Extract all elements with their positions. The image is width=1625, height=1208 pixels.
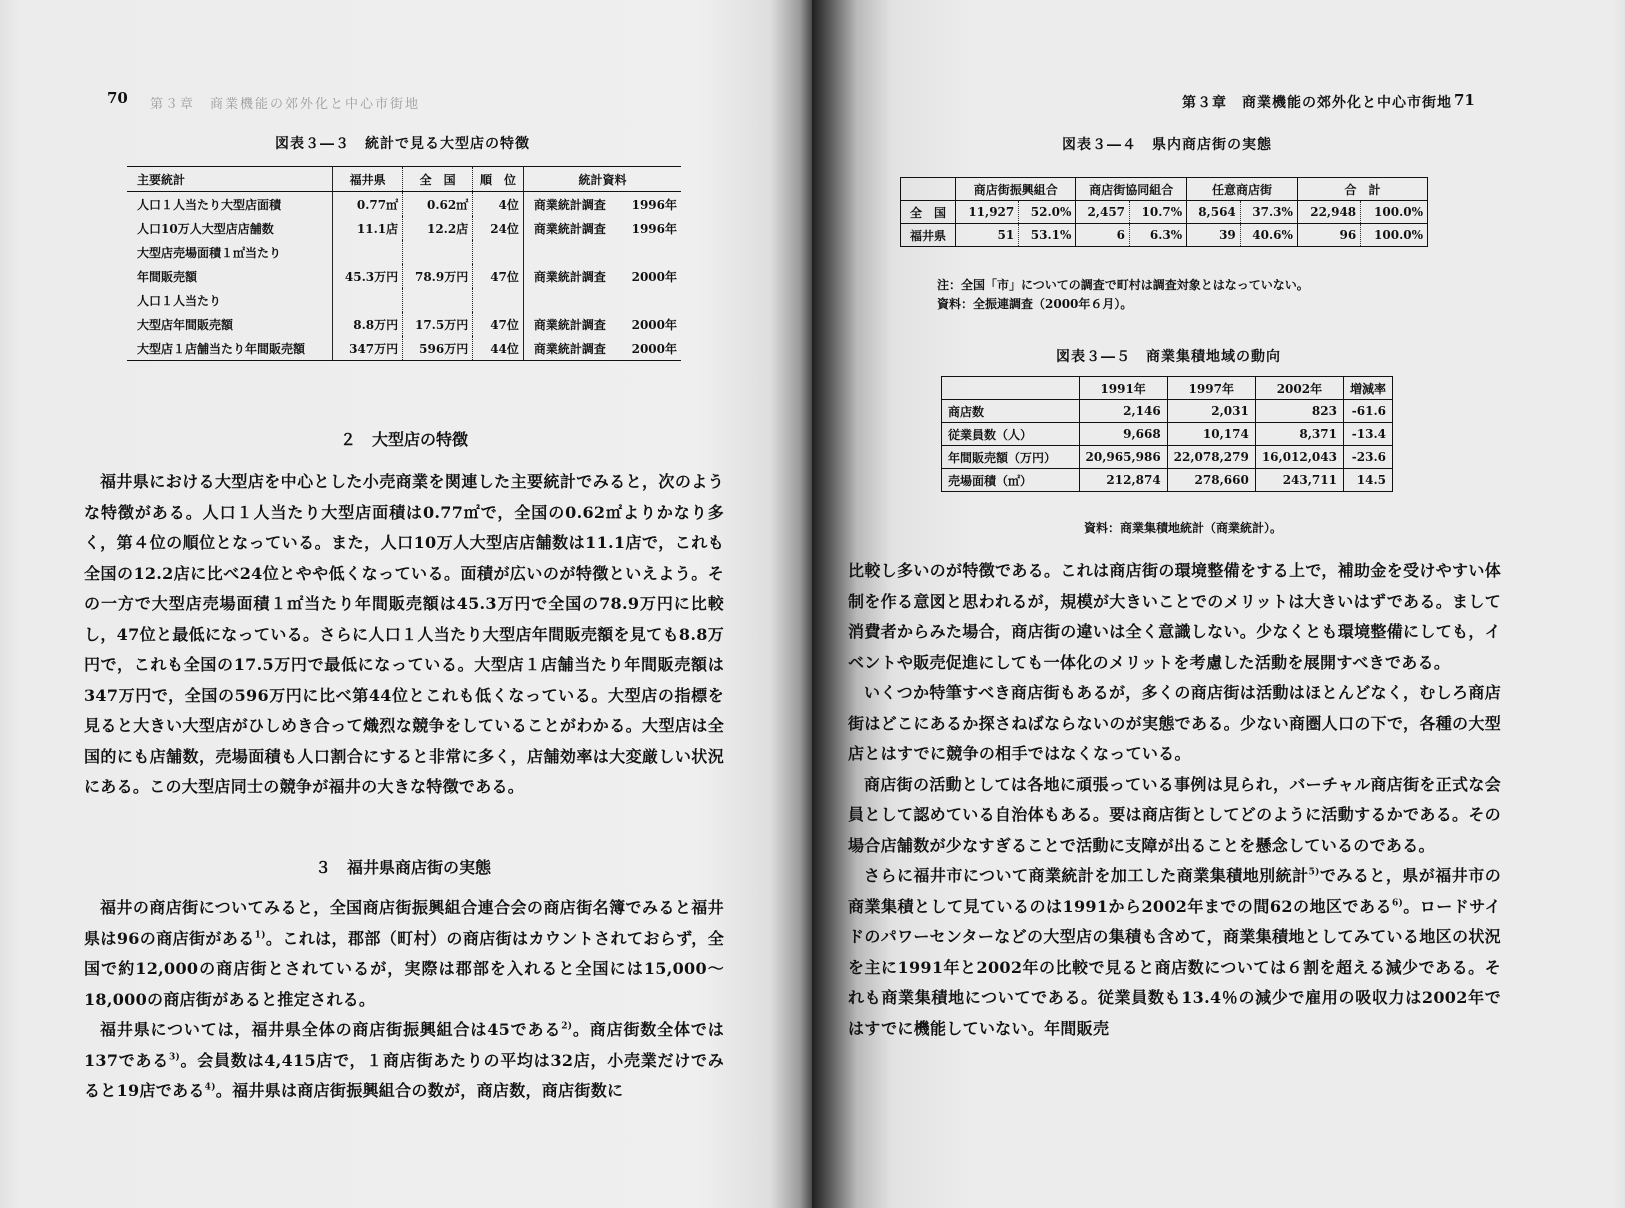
table-cell: 100.0% [1361,201,1428,224]
table-header-row [901,178,1428,201]
row-label: 福井県 [901,224,956,247]
table-row [901,201,1428,224]
footnote-ref: 6) [1391,898,1404,909]
table-cell: 6.3% [1130,224,1187,247]
row-label: 大型店１店舗当たり年間販売額 [127,336,333,361]
fukui-value: 45.3万円 [333,264,403,288]
table-row [942,423,1393,446]
table-cell: 823 [1255,400,1343,423]
row-label: 人口１人当たり大型店面積 [137,197,282,212]
table-cell: 11,927 [956,201,1019,224]
fukui-value [333,288,403,312]
table-cell: 8,371 [1255,423,1343,446]
table-row [127,312,681,336]
rank-value: 47位 [473,264,524,288]
table-cell: -23.6 [1343,446,1392,469]
rank-value: 47位 [473,312,524,336]
table-cell: 243,711 [1255,469,1343,492]
source-value [523,240,620,264]
right-running-head: 第３章 商業機能の郊外化と中心市街地 [1182,95,1452,111]
table-3-3 [127,166,681,361]
year-value: 2000年 [631,317,677,332]
table-cell: 2,031 [1167,400,1255,423]
right-page [812,0,1625,1208]
table-header-cell: 1997年 [1167,377,1255,400]
row-label: 年間販売額 [137,269,198,284]
table-cell: 16,012,043 [1255,446,1343,469]
table-cell: 8,564 [1187,201,1241,224]
source-value: 商業統計調査 [523,216,620,240]
table-header-cell: 商店街振興組合 [956,178,1076,201]
left-page [0,0,812,1208]
table-cell: 9,668 [1079,423,1167,446]
fukui-value [333,240,403,264]
table-header-cell: 増減率 [1343,377,1392,400]
national-value: 596万円 [403,336,473,361]
fukui-value: 11.1店 [333,216,403,240]
right-page-body [848,556,1501,1044]
table-header-row [127,167,681,192]
source-value: 商業統計調査 [523,336,620,361]
row-label: 年間販売額（万円） [942,446,1080,469]
right-page-number: 71 [1454,91,1475,109]
table-cell: 96 [1297,224,1360,247]
table-row [127,216,681,240]
table-cell: 22,078,279 [1167,446,1255,469]
table-row [942,446,1393,469]
table-header-cell: 福井県 [333,167,403,192]
table-row [942,469,1393,492]
footnote-ref: 3) [168,1052,181,1063]
table-3-5-source: 資料：商業集積地統計（商業統計）。 [1084,521,1283,535]
left-running-head: 第３章 商業機能の郊外化と中心市街地 [150,97,421,112]
table-cell: 20,965,986 [1079,446,1167,469]
rank-value: 4位 [473,192,524,217]
section-3-body [84,893,724,1107]
table-cell: 6 [1076,224,1130,247]
rank-value [473,288,524,312]
source-value [523,288,620,312]
table-cell: 51 [956,224,1019,247]
year-value: 2000年 [621,336,681,361]
footnote-ref: 1) [254,930,266,941]
table-cell: 37.3% [1240,201,1297,224]
row-label: 人口10万人大型店店舗数 [137,221,274,236]
table-cell: 14.5 [1343,469,1392,492]
table-cell: 10,174 [1167,423,1255,446]
table-cell: 52.0% [1019,201,1076,224]
year-value: 2000年 [631,269,677,284]
fukui-value: 0.77㎡ [333,192,403,217]
national-value [403,288,473,312]
table-header-cell: 合 計 [1297,178,1427,201]
table-3-4-source: 資料：全振連調査（2000年６月）。 [937,297,1133,311]
row-label: 全 国 [901,201,956,224]
section-3-heading: ３ 福井県商店街の実態 [315,858,492,877]
table-row [127,192,681,217]
source-value: 商業統計調査 [523,192,620,217]
row-label: 従業員数（人） [942,423,1080,446]
source-value: 商業統計調査 [523,312,620,336]
section-2-body [84,467,724,803]
year-value: 1996年 [631,221,677,236]
row-label: 大型店年間販売額 [137,317,234,332]
table-cell: 100.0% [1361,224,1428,247]
table-cell: -13.4 [1343,423,1392,446]
table-cell: 10.7% [1130,201,1187,224]
table-cell: 40.6% [1240,224,1297,247]
table-row [901,224,1428,247]
right-paragraph-2: いくつか特筆すべき商店街もあるが，多くの商店街は活動はほとんどなく，むしろ商店街はどこにあるか探さねばならないのが実態である。少ない商圏人口の下で，各種の大型店とはすでに競争の相手ではなくなっている。 [848,683,1501,763]
table-3-4-caption: 図表３―４ 県内商店街の実態 [1062,137,1272,153]
table-cell: 39 [1187,224,1241,247]
table-row [127,288,681,312]
fukui-value: 8.8万円 [333,312,403,336]
source-value: 商業統計調査 [523,264,620,288]
table-row [127,336,681,361]
national-value: 12.2店 [403,216,473,240]
row-label: 売場面積（㎡） [942,469,1080,492]
section-3-paragraph-2: 福井県については，福井県全体の商店街振興組合は45である$^{2)}$。商店街数全体では137である$^{3)}$。会員数は4,415店で，１商店街あたりの平均は32店，小売業だけでみると19店である$^{4)}$。福井県は商店街振興組合の数が，商店数，商店街数に [84,1020,724,1100]
national-value: 78.9万円 [403,264,473,288]
year-value: 1996年 [631,197,677,212]
right-paragraph-4: さらに福井市について商業統計を加工した商業集積地別統計$^{5)}$でみると，県が福井市の商業集積として見ているのは1991から2002年までの間62の地区である$^{6)}$。ロードサイドのパワーセンターなどの大型店の集積も含めて，商業集積地としてみている地区の状況を主に1991年と2002年の比較で見ると商店数については６割を超える減少である。それも商業集積地についてである。従業員数も13.4％の減少で雇用の吸収力は2002年ではすでに機能していない。年間販売 [848,866,1501,1038]
fukui-value: 347万円 [333,336,403,361]
section-3-paragraph-1: 福井の商店街についてみると，全国商店街振興組合連合会の商店街名簿でみると福井県は96の商店街がある$^{1)}$。これは，郡部（町村）の商店街はカウントされておらず，全国で約12,000の商店街とされているが，実際は郡部を入れると全国には15,000～18,000の商店街があると推定される。 [84,898,724,1009]
table-cell: 22,948 [1297,201,1360,224]
footnote-ref: 4) [204,1082,216,1093]
table-cell: -61.6 [1343,400,1392,423]
year-value [621,288,681,312]
table-header-cell: 1991年 [1079,377,1167,400]
table-header-row [942,377,1393,400]
table-3-4-note: 注：全国「市」についての調査で町村は調査対象とはなっていない。 [937,278,1309,292]
table-header-cell: 商店街協同組合 [1076,178,1187,201]
table-header-cell: 統計資料 [523,167,681,192]
table-row [127,240,681,264]
table-row [127,264,681,288]
table-cell: 212,874 [1079,469,1167,492]
table-header-cell: 主要統計 [127,167,333,192]
table-header-cell: 任意商店街 [1187,178,1298,201]
table-cell: 278,660 [1167,469,1255,492]
right-paragraph-3: 商店街の活動としては各地に頑張っている事例は見られ，バーチャル商店街を正式な会員として認めている自治体もある。要は商店街としてどのように活動するかである。その場合店舗数が少なすぎることで活動に支障が出ることを懸念しているのである。 [848,774,1501,855]
table-3-5-caption: 図表３―５ 商業集積地域の動向 [1056,349,1281,365]
footnote-ref: 2) [561,1021,573,1032]
table-cell: 2,146 [1079,400,1167,423]
national-value [403,240,473,264]
row-label: 大型店売場面積１㎡当たり [137,245,282,260]
table-row [942,400,1393,423]
table-cell: 53.1% [1019,224,1076,247]
row-label: 人口１人当たり [137,293,222,308]
right-paragraph-1: 比較し多いのが特徴である。これは商店街の環境整備をする上で，補助金を受けやすい体制を作る意図と思われるが，規模が大きいことでのメリットは大きいはずである。まして消費者からみた場合，商店街の違いは全く意識しない。少なくとも環境整備にしても，イベントや販売促進にしても一体化のメリットを考慮した活動を展開すべきである。 [848,561,1501,672]
table-header-cell: 順 位 [473,167,524,192]
left-page-number: 70 [107,89,128,107]
table-cell: 2,457 [1076,201,1130,224]
section-2-paragraph: 福井県における大型店を中心とした小売商業を関連した主要統計でみると，次のような特徴がある。人口１人当たり大型店面積は0.77㎡で，全国の0.62㎡よりかなり多く，第４位の順位となっている。また，人口10万人大型店店舗数は11.1店で，これも全国の12.2店に比べ24位とやや低くなっている。面積が広いのが特徴といえよう。その一方で大型店売場面積１㎡当たり年間販売額は45.3万円で全国の78.9万円に比較し，47位と最低になっている。さらに人口１人当たり大型店年間販売額を見ても8.8万円で，これも全国の17.5万円で最低になっている。大型店１店舗当たり年間販売額は347万円で，全国の596万円に比べ第44位とこれも低くなっている。大型店の指標を見ると大きい大型店がひしめき合って熾烈な競争をしていることがわかる。大型店は全国的にも店舗数，売場面積も人口割合にすると非常に多く，店舗効率は大変厳しい状況にある。この大型店同士の競争が福井の大きな特徴である。 [84,472,724,796]
year-value [621,240,681,264]
rank-value: 24位 [473,216,524,240]
national-value: 0.62㎡ [403,192,473,217]
table-3-4-notes [937,276,1309,314]
table-3-4 [900,177,1428,247]
rank-value: 44位 [473,336,524,361]
footnote-ref: 5) [1308,867,1320,878]
table-3-3-caption: 図表３―３ 統計で見る大型店の特徴 [275,136,530,152]
table-3-5 [941,376,1393,492]
section-2-heading: ２ 大型店の特徴 [340,430,469,449]
table-corner-cell [942,377,1080,400]
table-corner-cell [901,178,956,201]
rank-value [473,240,524,264]
row-label: 商店数 [942,400,1080,423]
table-header-cell: 全 国 [403,167,473,192]
table-header-cell: 2002年 [1255,377,1343,400]
national-value: 17.5万円 [403,312,473,336]
